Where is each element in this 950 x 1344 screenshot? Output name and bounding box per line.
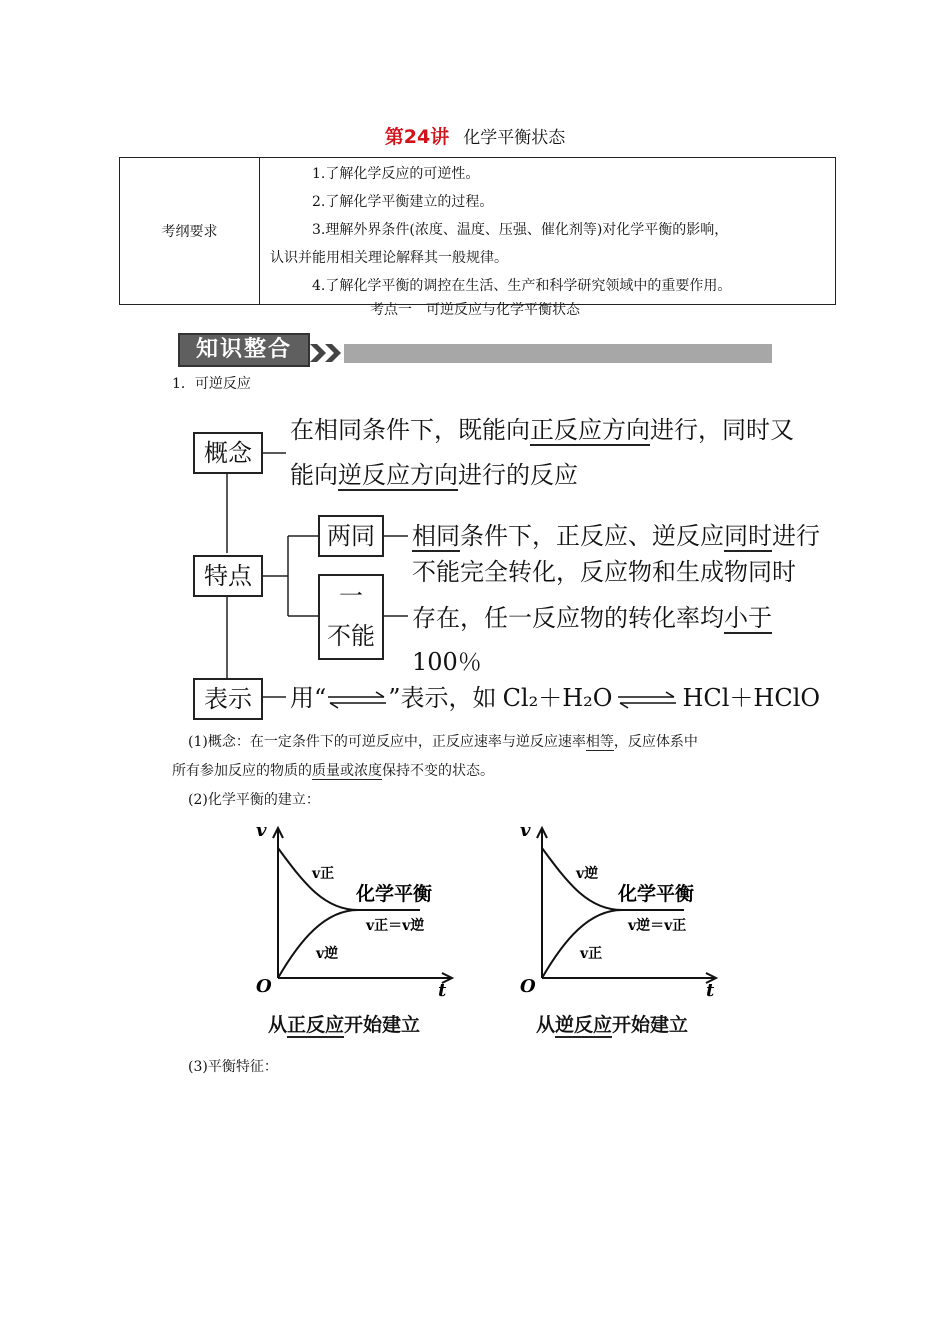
concept-line-1 [290,408,794,452]
section-heading: 考点一 可逆反应与化学平衡状态 [370,302,580,318]
concept-text: 进行的反应 [458,461,578,489]
reversible-arrow-icon [326,690,388,710]
y-axis-label: v [520,820,531,841]
concept-box: 概念 [193,432,263,474]
same-underlined: 相同 [412,522,460,550]
caption-underlined: 逆反应 [555,1014,613,1036]
requirement-item: 2.了解化学平衡建立的过程。 [312,194,494,210]
one-cannot-underlined: 小于 [724,604,772,632]
graph-caption-forward [268,1010,420,1037]
p1-text: ，反应体系中 [613,734,698,750]
requirement-item: 认识并能用相关理论解释其一般规律。 [270,250,508,266]
equilibrium-label: 化学平衡 [618,883,695,905]
one-cannot-line: 一 [339,582,363,610]
x-axis-label: t [438,980,447,1001]
paragraph-1-line-1 [188,727,698,757]
one-cannot-line-1: 不能完全转化，反应物和生成物同时 [412,558,796,586]
repr-text: 用“ [290,684,327,712]
equilibrium-label: 化学平衡 [356,883,433,905]
feature-box: 特点 [193,555,263,597]
requirements-body [260,158,836,305]
concept-underlined: 逆反应方向 [338,461,458,489]
lower-curve-label: v逆 [316,946,339,962]
equilibrium-graph-forward [250,820,470,1020]
y-axis-label: v [256,820,267,841]
x-axis-label: t [706,980,715,1001]
p1-text: (1)概念：在一定条件下的可逆反应中，正反应速率与逆反应速率 [188,734,586,750]
caption-underlined: 正反应 [287,1014,345,1036]
p1-text: 保持不变的状态。 [382,763,494,779]
caption-text: 从 [536,1014,556,1036]
equilibrium-relation: v逆＝v正 [628,918,687,934]
same-text: 进行 [772,522,820,550]
double-chevron-icon [310,342,344,364]
repr-text: ”表示，如 [388,684,497,712]
lecture-title: 化学平衡状态 [463,128,566,148]
caption-text: 从 [268,1014,288,1036]
two-same-box: 两同 [318,515,384,557]
reversible-arrow-icon [616,690,678,710]
requirements-label: 考纲要求 [120,158,260,305]
one-cannot-text: 存在，任一反应物的转化率均 [412,604,724,632]
lower-curve-label: v正 [580,946,603,962]
one-cannot-line: 不能 [327,622,375,650]
upper-curve-label: v正 [312,866,335,882]
page-title [0,122,950,149]
paragraph-3: (3)平衡特征： [188,1059,278,1075]
upper-curve-label: v逆 [576,866,599,882]
knowledge-banner: 知识整合 [178,333,310,367]
requirements-table [119,157,836,305]
origin-label: O [520,976,536,997]
p1-underlined: 相等 [585,734,614,750]
lecture-number: 第24讲 [384,126,450,148]
p1-underlined: 质量或浓度 [312,763,382,779]
caption-text: 开始建立 [344,1014,421,1036]
concept-text: 进行，同时又 [650,416,794,444]
concept-underlined: 正反应方向 [530,416,650,444]
requirement-item: 1.了解化学反应的可逆性。 [312,166,480,182]
paragraph-2: (2)化学平衡的建立： [188,792,320,808]
graph-caption-reverse [536,1010,688,1037]
subsection-title: 1．可逆反应 [172,376,251,392]
equilibrium-graph-reverse [514,820,734,1020]
representation-text [290,676,820,720]
same-underlined: 同时 [724,522,772,550]
representation-box: 表示 [193,678,263,720]
one-cannot-line-2 [412,596,772,640]
equation-right: HCl＋HClO [682,684,821,712]
paragraph-1-line-2 [172,756,494,786]
requirement-item: 4.了解化学平衡的调控在生活、生产和科学研究领域中的重要作用。 [312,278,732,294]
one-cannot-line-3: 100％ [412,648,482,676]
same-text: 条件下，正反应、逆反应 [460,522,724,550]
concept-line-2 [290,453,578,497]
equilibrium-relation: v正＝v逆 [366,918,425,934]
equation-left: Cl₂＋H₂O [502,684,613,712]
requirement-item: 3.理解外界条件(浓度、温度、压强、催化剂等)对化学平衡的影响， [312,222,729,238]
one-cannot-box [318,574,384,660]
origin-label: O [256,976,272,997]
concept-text: 能向 [290,461,338,489]
p1-text: 所有参加反应的物质的 [172,763,312,779]
caption-text: 开始建立 [612,1014,689,1036]
banner-bar [344,344,772,363]
concept-text: 在相同条件下，既能向 [290,416,530,444]
